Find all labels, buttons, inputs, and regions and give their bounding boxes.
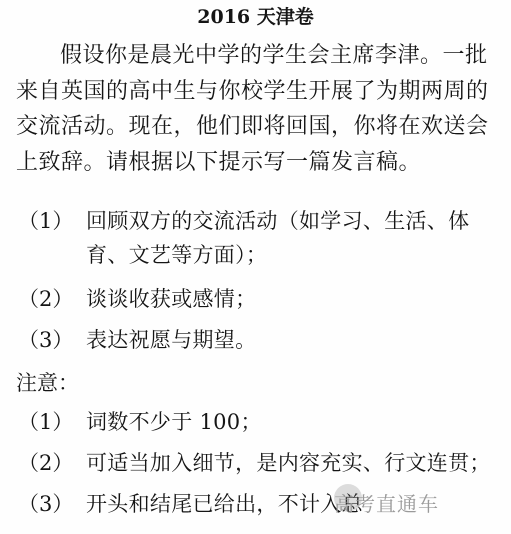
prompt-text: 回顾双方的交流活动（如学习、生活、体育、文艺等方面）； — [86, 209, 470, 267]
task-description: 假设你是晨光中学的学生会主席李津。一批来自英国的高中生与你校学生开展了为期两周的交流活动。现在，他们即将回国，你将在欢送会上致辞。请根据以下提示写一篇发言稿。 — [16, 43, 489, 175]
watermark-text: 高考直通车 — [334, 492, 439, 516]
prompt-number: （3） — [18, 328, 74, 352]
exam-title: 2016 天津卷 — [197, 6, 314, 28]
prompt-text: 谈谈收获或感情； — [86, 287, 257, 311]
prompt-number: （1） — [18, 209, 74, 233]
note-number: （1） — [18, 410, 74, 434]
note-text: 可适当加入细节，是内容充实、行文连贯； — [86, 451, 491, 475]
notice-label: 注意： — [16, 371, 79, 395]
note-text: 开头和结尾已给出，不计入总 — [86, 492, 363, 516]
prompt-number: （2） — [18, 287, 74, 311]
note-text: 词数不少于 100； — [86, 410, 262, 434]
prompt-text: 表达祝愿与期望。 — [86, 328, 257, 352]
note-number: （2） — [18, 451, 74, 475]
note-number: （3） — [18, 492, 74, 516]
